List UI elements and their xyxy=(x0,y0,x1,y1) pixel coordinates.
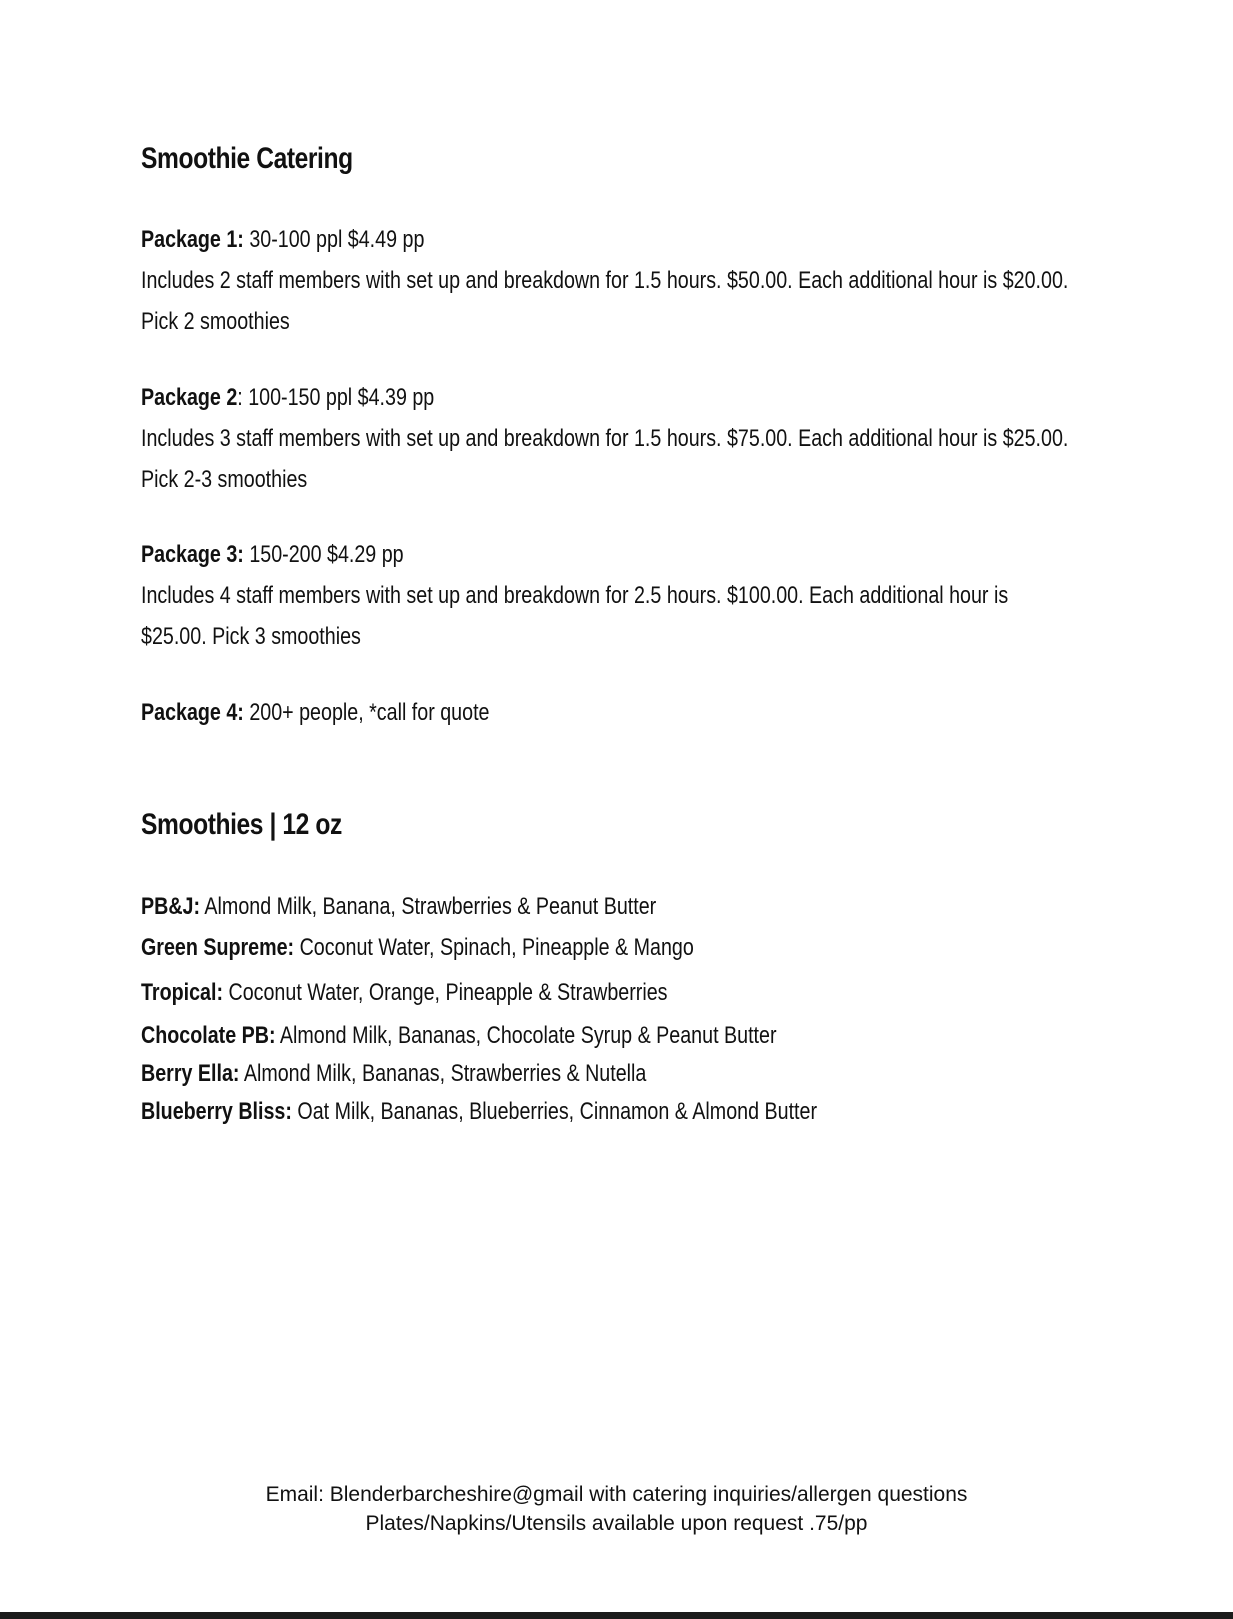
smoothies-title: Smoothies | 12 oz xyxy=(141,808,342,841)
smoothie-item xyxy=(141,1021,777,1051)
package-1-summary xyxy=(141,225,424,255)
smoothie-name: PB&J: xyxy=(141,893,201,920)
package-1-pick: Pick 2 smoothies xyxy=(141,308,290,335)
contact-email-line: Email: Blenderbarcheshire@gmail with catering inquiries/allergen questions xyxy=(265,1483,968,1506)
package-1-label: Package 1: xyxy=(141,226,244,253)
smoothie-ingredients: Coconut Water, Spinach, Pineapple & Mango xyxy=(294,934,694,961)
smoothie-item xyxy=(141,892,656,922)
smoothie-name: Green Supreme: xyxy=(141,934,295,961)
catering-title: Smoothie Catering xyxy=(141,142,353,175)
package-3-pick: $25.00. Pick 3 smoothies xyxy=(141,623,361,650)
package-3-summary xyxy=(141,540,404,570)
package-1-details: 30-100 ppl $4.49 pp xyxy=(243,226,425,253)
package-2-summary xyxy=(141,383,434,413)
smoothie-name: Berry Ella: xyxy=(141,1060,240,1087)
smoothie-ingredients: Almond Milk, Bananas, Strawberries & Nutella xyxy=(239,1060,647,1087)
bottom-border-bar xyxy=(0,1612,1233,1619)
package-1-description: Includes 2 staff members with set up and breakdown for 1.5 hours. $50.00. Each additional hour is $20.00. xyxy=(141,267,1069,294)
package-2-details: : 100-150 ppl $4.39 pp xyxy=(237,384,435,411)
utensils-line: Plates/Napkins/Utensils available upon request .75/pp xyxy=(365,1512,868,1535)
package-4-label: Package 4: xyxy=(141,699,244,726)
smoothie-name: Chocolate PB: xyxy=(141,1022,276,1049)
smoothie-name: Blueberry Bliss: xyxy=(141,1098,292,1125)
smoothie-name: Tropical: xyxy=(141,979,224,1006)
package-3-description: Includes 4 staff members with set up and breakdown for 2.5 hours. $100.00. Each additional hour is xyxy=(141,582,1009,609)
package-3-label: Package 3: xyxy=(141,541,244,568)
package-4-details: 200+ people, *call for quote xyxy=(243,699,490,726)
smoothie-ingredients: Almond Milk, Bananas, Chocolate Syrup & Peanut Butter xyxy=(275,1022,777,1049)
package-2-label: Package 2 xyxy=(141,384,238,411)
package-2-description: Includes 3 staff members with set up and breakdown for 1.5 hours. $75.00. Each additional hour is $25.00. xyxy=(141,425,1069,452)
smoothie-item xyxy=(141,1059,646,1089)
smoothie-item xyxy=(141,978,668,1008)
smoothie-ingredients: Coconut Water, Orange, Pineapple & Strawberries xyxy=(223,979,668,1006)
smoothie-item xyxy=(141,1097,817,1127)
package-2-pick: Pick 2-3 smoothies xyxy=(141,466,308,493)
smoothie-item xyxy=(141,933,694,963)
smoothie-ingredients: Almond Milk, Banana, Strawberries & Peanut Butter xyxy=(200,893,657,920)
smoothie-ingredients: Oat Milk, Bananas, Blueberries, Cinnamon & Almond Butter xyxy=(291,1098,818,1125)
package-3-details: 150-200 $4.29 pp xyxy=(243,541,404,568)
package-4-summary xyxy=(141,698,489,728)
